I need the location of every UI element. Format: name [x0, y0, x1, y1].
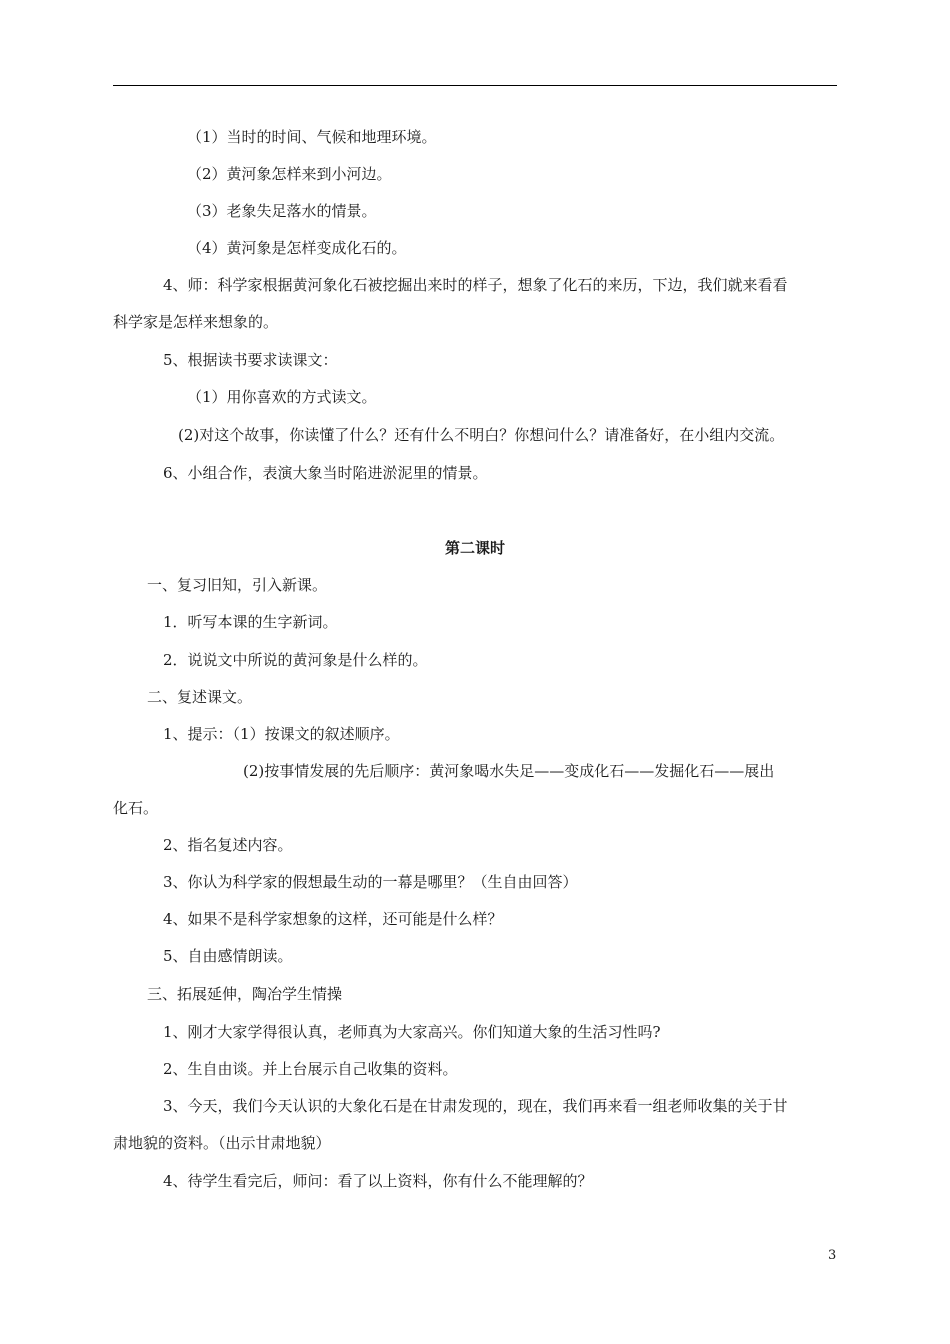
- text-line: 2、指名复述内容。: [163, 836, 293, 854]
- text-line: (2)对这个故事，你读懂了什么？还有什么不明白？你想问什么？请准备好，在小组内交流。: [178, 426, 785, 444]
- text-line: 1、提示：（1）按课文的叙述顺序。: [163, 725, 400, 743]
- text-line: （1）当时的时间、气候和地理环境。: [187, 128, 437, 146]
- text-line: 肃地貌的资料。（出示甘肃地貌）: [113, 1134, 331, 1152]
- header-rule: [113, 85, 837, 86]
- text-line: 1．听写本课的生字新词。: [163, 613, 338, 631]
- text-line: （2）黄河象怎样来到小河边。: [187, 165, 392, 183]
- text-line: 2．说说文中所说的黄河象是什么样的。: [163, 651, 428, 669]
- text-line: （1）用你喜欢的方式读文。: [187, 388, 377, 406]
- text-line: 4、师：科学家根据黄河象化石被挖掘出来时的样子，想象了化石的来历，下边，我们就来看看: [163, 276, 788, 294]
- text-line: 5、自由感情朗读。: [163, 947, 293, 965]
- text-line: （3）老象失足落水的情景。: [187, 202, 377, 220]
- text-line: 1、刚才大家学得很认真，老师真为大家高兴。你们知道大象的生活习性吗?: [163, 1023, 661, 1041]
- text-line: 科学家是怎样来想象的。: [113, 313, 279, 331]
- section-title: 第二课时: [444, 539, 505, 557]
- text-line: 4、待学生看完后，师问：看了以上资料，你有什么不能理解的？: [163, 1172, 593, 1190]
- page-number: 3: [828, 1248, 837, 1263]
- text-line: 一、复习旧知，引入新课。: [147, 576, 328, 594]
- text-line: (2)按事情发展的先后顺序：黄河象喝水失足——变成化石——发掘化石——展出: [243, 762, 775, 780]
- text-line: 4、如果不是科学家想象的这样，还可能是什么样？: [163, 910, 503, 928]
- text-line: 3、今天，我们今天认识的大象化石是在甘肃发现的，现在，我们再来看一组老师收集的关于甘: [163, 1097, 788, 1115]
- text-line: 3、你认为科学家的假想最生动的一幕是哪里？（生自由回答）: [163, 873, 578, 891]
- text-line: 化石。: [113, 799, 159, 817]
- text-line: 5、根据读书要求读课文：: [163, 351, 338, 369]
- text-line: 2、生自由谈。并上台展示自己收集的资料。: [163, 1060, 458, 1078]
- text-line: 二、复述课文。: [147, 688, 253, 706]
- text-line: 6、小组合作，表演大象当时陷进淤泥里的情景。: [163, 464, 488, 482]
- text-line: （4）黄河象是怎样变成化石的。: [187, 239, 407, 257]
- text-line: 三、拓展延伸，陶冶学生情操: [147, 985, 343, 1003]
